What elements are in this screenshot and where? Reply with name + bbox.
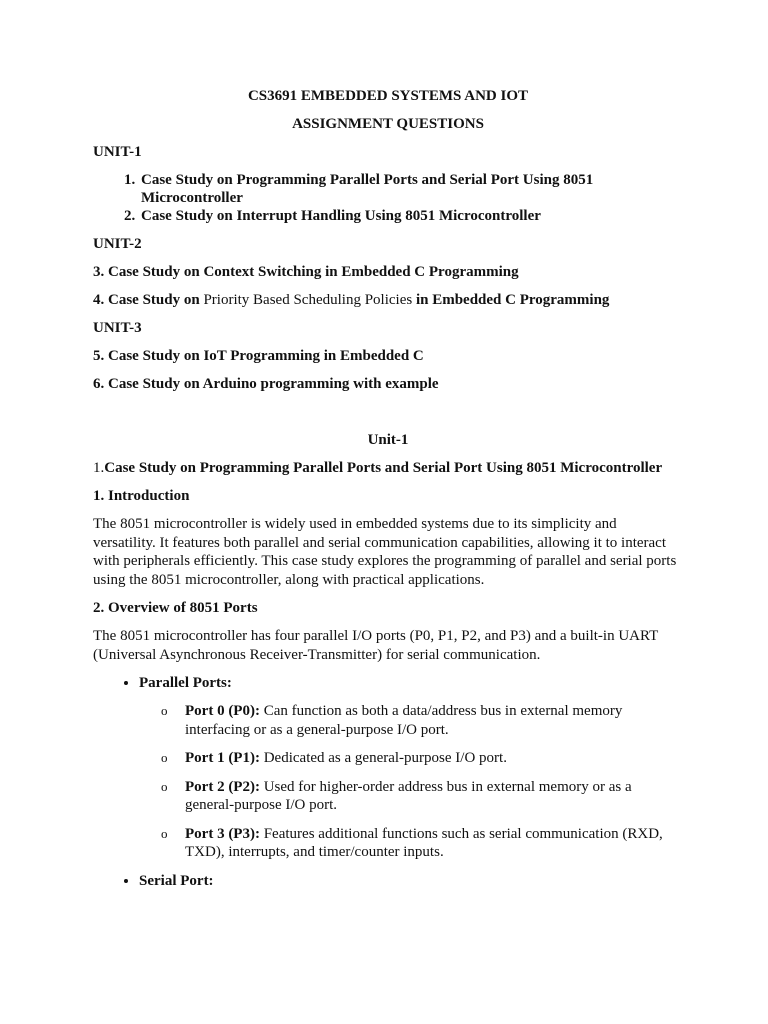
list-item: 1. Case Study on Programming Parallel Ports and Serial Port Using 8051 Microcontroller	[139, 171, 683, 207]
question-3: 3. Case Study on Context Switching in Embedded C Programming	[93, 264, 519, 280]
port-desc: Dedicated as a general-purpose I/O port.	[259, 750, 507, 766]
list-item	[185, 825, 683, 862]
list-item	[185, 749, 683, 768]
list-item	[185, 778, 683, 815]
port-desc: Used for higher-order address bus in external memory or as a general-purpose I/O port.	[185, 778, 632, 813]
section-heading: Unit-1	[367, 432, 409, 448]
port-name: Port 0 (P0):	[185, 703, 260, 719]
port-name: Port 1 (P1):	[185, 750, 260, 766]
unit1-question-list	[93, 171, 683, 225]
port-name: Port 3 (P3):	[185, 825, 260, 842]
overview-paragraph: The 8051 microcontroller has four parallel I/O ports (P0, P1, P2, and P3) and a built-in UART (Universal Asynchronous Receiver-Transmitter) for serial communication.	[93, 628, 658, 663]
port-name: Port 2 (P2):	[185, 778, 260, 795]
assignment-subtitle: ASSIGNMENT QUESTIONS	[292, 116, 484, 132]
ports-list	[93, 674, 683, 890]
list-item	[139, 674, 683, 862]
port-desc: Can function as both a data/address bus in external memory interfacing or as a general-purpose I/O port.	[185, 703, 623, 738]
unit1-label: UNIT-1	[93, 144, 142, 160]
case-study-title	[93, 459, 683, 477]
question-5: 5. Case Study on IoT Programming in Embedded C	[93, 348, 424, 364]
list-item	[185, 702, 683, 739]
overview-heading: 2. Overview of 8051 Ports	[93, 600, 258, 616]
serial-port-label: Serial Port:	[139, 872, 214, 889]
list-item	[139, 872, 683, 890]
list-item: 2. Case Study on Interrupt Handling Using 8051 Microcontroller	[139, 207, 683, 225]
case-title-text: Case Study on Programming Parallel Ports and Serial Port Using 8051 Microcontroller	[104, 460, 663, 476]
course-title: CS3691 EMBEDDED SYSTEMS AND IOT	[247, 88, 529, 104]
parallel-ports-sublist	[139, 702, 683, 862]
document-page	[93, 87, 683, 890]
unit3-label: UNIT-3	[93, 320, 142, 336]
case-number: 1.	[93, 460, 105, 476]
question-4	[93, 291, 683, 309]
intro-paragraph: The 8051 microcontroller is widely used in embedded systems due to its simplicity and versatility. It features both parallel and serial communication capabilities, allowing it to interact with peripherals efficiently. This case study explores the programming of parallel and serial ports using the 8051 microcontroller, along with practical applications.	[93, 516, 677, 588]
parallel-ports-label: Parallel Ports:	[139, 675, 232, 691]
question-4-prefix: 4. Case Study on	[93, 292, 204, 308]
question-4-suffix: in Embedded C Programming	[412, 292, 610, 308]
intro-heading: 1. Introduction	[93, 488, 190, 504]
port-desc: Features additional functions such as serial communication (RXD, TXD), interrupts, and timer/counter inputs.	[185, 825, 663, 860]
unit2-label: UNIT-2	[93, 236, 142, 252]
question-6: 6. Case Study on Arduino programming with example	[93, 376, 439, 392]
question-4-middle: Priority Based Scheduling Policies	[203, 292, 413, 308]
